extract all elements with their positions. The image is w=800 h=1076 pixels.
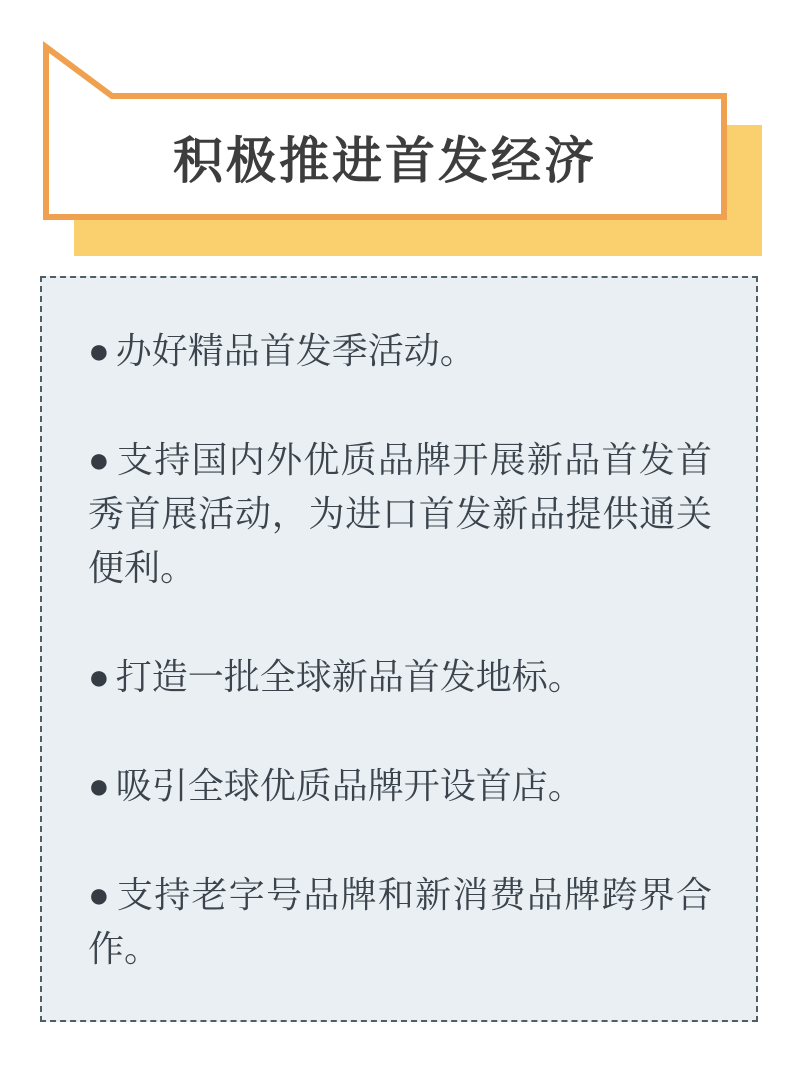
- list-item-text: 支持国内外优质品牌开展新品首发首秀首展活动，为进口首发新品提供通关便利。: [88, 439, 712, 588]
- bullet-icon: ●: [88, 874, 112, 915]
- banner-title: 积极推进首发经济: [173, 132, 597, 189]
- list-item-text: 办好精品首发季活动。: [115, 330, 476, 371]
- list-item-text: 支持老字号品牌和新消费品牌跨界合作。: [88, 874, 712, 969]
- list-item: [88, 759, 712, 813]
- list-item-text: 吸引全球优质品牌开设首店。: [115, 765, 584, 806]
- list-item: [88, 433, 712, 595]
- list-item-text: 打造一批全球新品首发地标。: [115, 656, 584, 697]
- bullet-icon: ●: [88, 330, 110, 371]
- bullet-icon: ●: [88, 765, 110, 806]
- list-item: [88, 868, 712, 976]
- policy-panel: [40, 276, 758, 1022]
- bullet-icon: ●: [88, 439, 112, 480]
- list-item: [88, 650, 712, 704]
- bullet-icon: ●: [88, 656, 110, 697]
- banner: [0, 0, 800, 270]
- list-item: [88, 324, 712, 378]
